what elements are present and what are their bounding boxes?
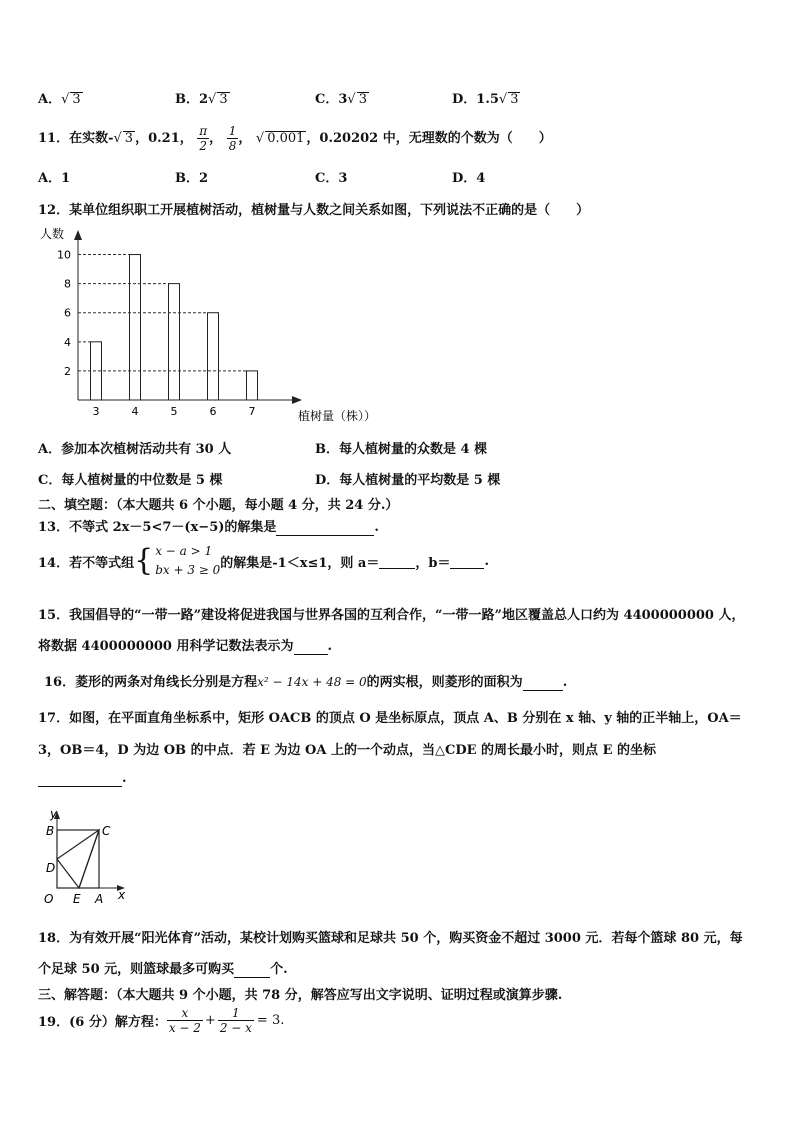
q16-stem: 16．菱形的两条对角线长分别是方程x² − 14x + 48 = 0的两实根，则菱形的面积为 . <box>44 675 568 690</box>
y-tick-label-6: 6 <box>64 306 71 320</box>
q18-line-2: 个足球 50 元，则篮球最多可购买 个. <box>38 962 288 977</box>
q12-option-a: A．参加本次植树活动共有 30 人 <box>38 442 232 457</box>
q10-option-d: D．1.5√ 3 <box>452 92 519 107</box>
q19-fraction-2: $\frac{1}{2 - x}$ <box>219 1006 252 1035</box>
fig-label-x: x <box>118 888 126 902</box>
x-tick-label-7: 7 <box>248 405 256 418</box>
q12-option-d: D．每人植树量的平均数是 5 棵 <box>315 473 501 488</box>
q14-b-blank[interactable] <box>450 553 484 569</box>
q13-answer-blank[interactable] <box>276 520 374 536</box>
q10-option-c: C．3√ 3 <box>315 92 367 107</box>
left-brace: { <box>134 543 154 578</box>
x-tick-label-6: 6 <box>209 405 217 418</box>
q14-a-blank[interactable] <box>379 553 415 569</box>
fig-label-o: O <box>44 892 54 906</box>
fig-label-a: A <box>95 892 104 906</box>
y-tick-label-10: 10 <box>57 248 71 262</box>
q10-option-b: B．2√ 3 <box>175 92 228 107</box>
q14-stem: 14．若不等式组 { x − a > 1 bx + 3 ≥ 0 的解集是-1＜x≤1，则 a＝ ，b＝ . <box>38 541 489 581</box>
q15-line-1: 15．我国倡导的“一带一路”建设将促进我国与世界各国的互利合作，“一带一路”地区覆盖总人口约为 4400000000 人， <box>38 608 745 623</box>
fig-label-b: B <box>46 824 55 838</box>
x-axis-label: 植树量（株）） <box>298 409 377 423</box>
q11-fraction-pi-over-2: $\frac{\pi}{2}$ <box>199 124 208 153</box>
q16-answer-blank[interactable] <box>523 675 563 691</box>
q14-inequality-system: { x − a > 1 bx + 3 ≥ 0 <box>134 541 220 581</box>
q11-option-b: B．2 <box>175 171 209 186</box>
q19-stem: 19．(6 分）解方程： $\frac{x}{x - 2}$ + $\frac{1}{2 - x}$ = 3. <box>38 1006 285 1035</box>
section-2-title: 二、填空题：（本大题共 6 个小题，每小题 4 分，共 24 分.） <box>38 498 399 513</box>
q11-stem: 11．在实数-√ 3 ，0.21， $\frac{\pi}{2}$ ， $\frac{1}{8}$ ， √ 0.001 ，0.20202 中，无理数的个数为（ ） <box>38 124 552 153</box>
q12-option-b: B．每人植树量的众数是 4 棵 <box>315 442 488 457</box>
q15-answer-blank[interactable] <box>294 639 328 655</box>
q12-stem: 12．某单位组织职工开展植树活动，植树量与人数之间关系如图，下列说法不正确的是（ ） <box>38 203 590 218</box>
bar-4 <box>130 255 141 400</box>
q17-figure <box>38 806 138 908</box>
q18-answer-blank[interactable] <box>234 962 270 978</box>
fig-label-c: C <box>102 824 111 838</box>
q17-line-1: 17．如图，在平面直角坐标系中，矩形 OACB 的顶点 O 是坐标原点，顶点 A、B 分别在 x 轴、y 轴的正半轴上，OA＝ <box>38 711 742 726</box>
q13-stem: 13．不等式 2x－5<7－(x−5)的解集是 . <box>38 520 379 535</box>
x-axis-arrow <box>292 396 302 404</box>
bar-5 <box>169 284 180 400</box>
y-tick-label-2: 2 <box>64 364 71 378</box>
fig-label-e: E <box>73 892 81 906</box>
q11-fraction-1-over-8: $\frac{1}{8}$ <box>228 124 237 153</box>
q17-line-3: . <box>38 771 127 787</box>
q12-bar-chart <box>30 220 410 425</box>
q15-line-2: 将数据 4400000000 用科学记数法表示为 . <box>38 639 333 654</box>
section-3-title: 三、解答题：（本大题共 9 个小题，共 78 分，解答应写出文字说明、证明过程或演算步骤. <box>38 988 563 1003</box>
q18-line-1: 18．为有效开展“阳光体育”活动，某校计划购买篮球和足球共 50 个，购买资金不超过 3000 元．若每个篮球 80 元，每 <box>38 931 743 946</box>
y-axis-arrow <box>74 230 82 240</box>
fig-label-y: y <box>50 807 58 821</box>
x-tick-label-3: 3 <box>92 405 100 418</box>
y-tick-label-4: 4 <box>64 335 71 349</box>
q17-answer-blank[interactable] <box>38 771 122 787</box>
q12-option-c: C．每人植树量的中位数是 5 棵 <box>38 473 223 488</box>
x-tick-label-4: 4 <box>131 405 139 418</box>
bar-6 <box>208 313 219 400</box>
bar-7 <box>247 371 258 400</box>
q19-fraction-1: $\frac{x}{x - 2}$ <box>168 1006 201 1035</box>
q16-equation: x² − 14x + 48 = 0 <box>257 675 367 689</box>
q11-option-a: A．1 <box>38 171 71 186</box>
x-tick-label-5: 5 <box>170 405 178 418</box>
y-tick-label-8: 8 <box>64 277 71 291</box>
triangle-cde <box>57 830 99 888</box>
q10-option-a: A．√ 3 <box>38 92 81 107</box>
q17-line-2: 3，OB＝4，D 为边 OB 的中点．若 E 为边 OA 上的一个动点，当△CDE 的周长最小时，则点 E 的坐标 <box>38 743 657 758</box>
rectangle-oacb <box>57 830 99 888</box>
fig-label-d: D <box>46 861 56 875</box>
q11-option-c: C．3 <box>315 171 348 186</box>
y-axis-label: 人数 <box>40 227 65 241</box>
q11-option-d: D．4 <box>452 171 486 186</box>
